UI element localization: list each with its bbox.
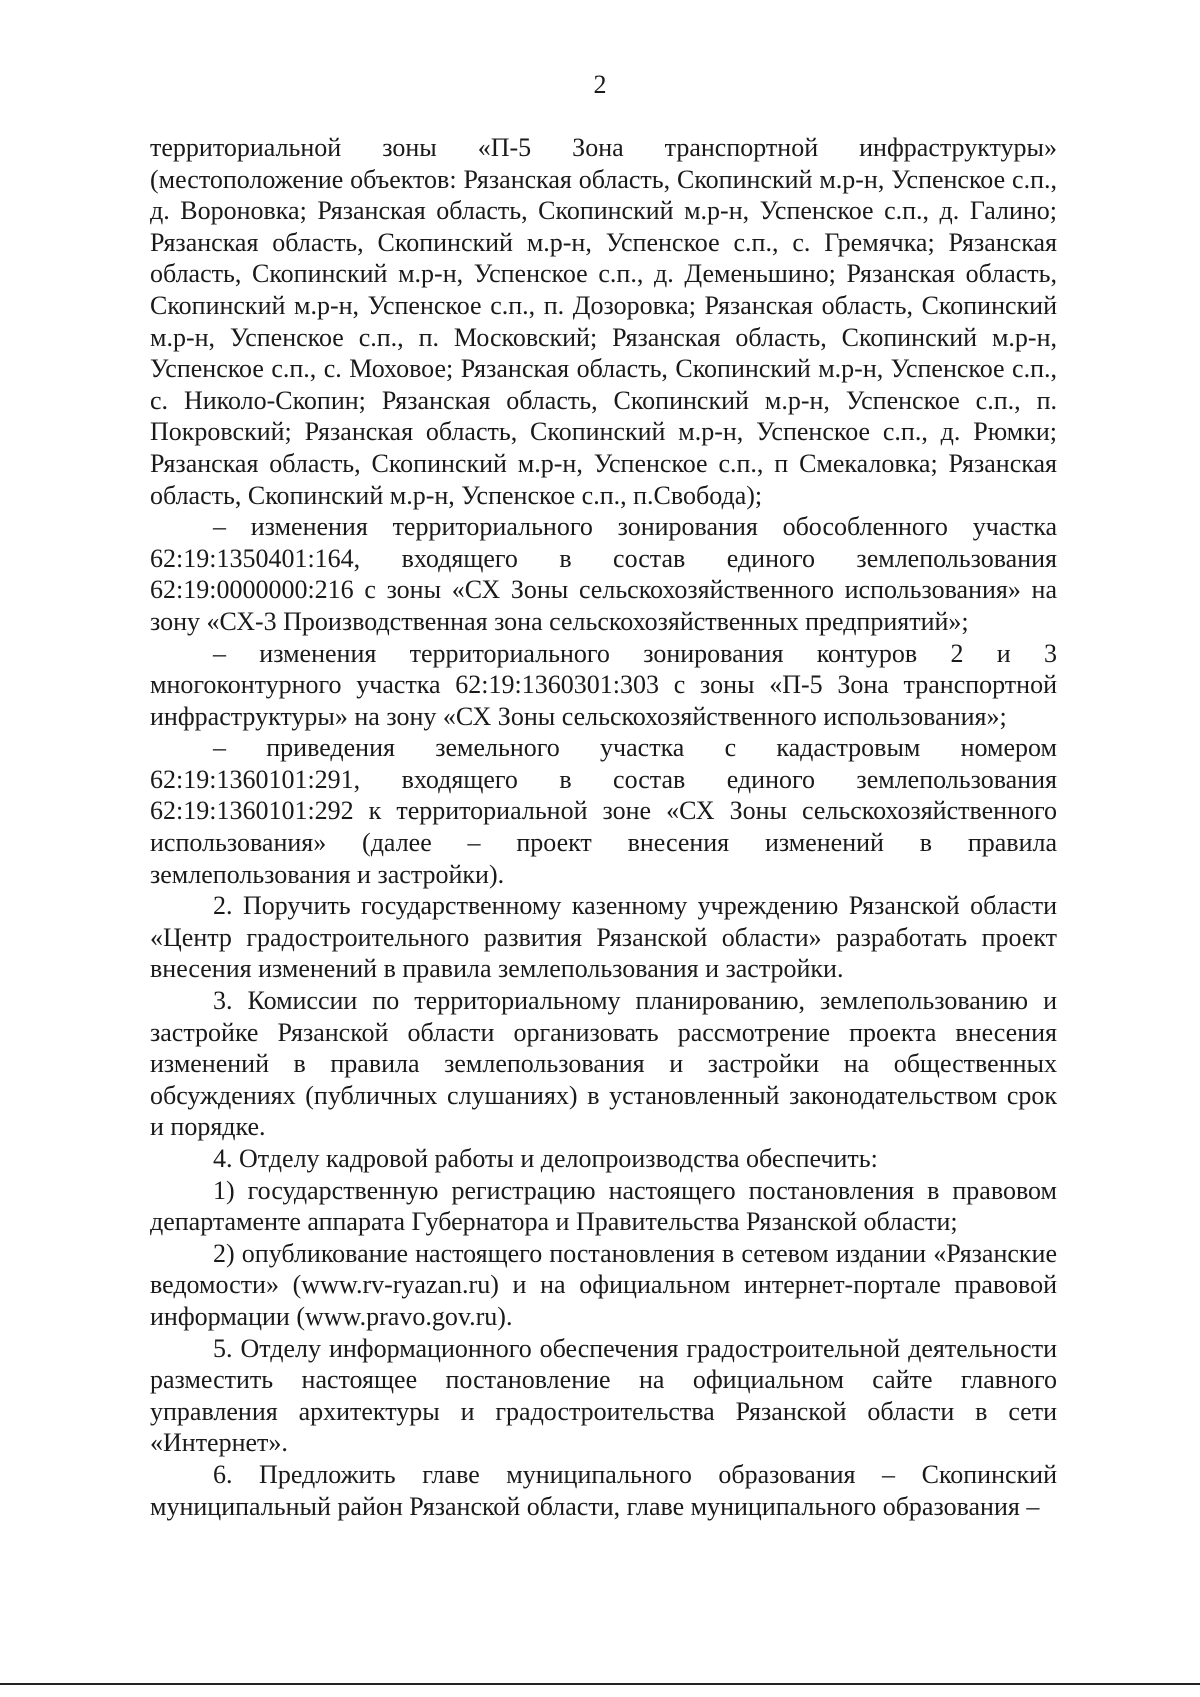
page-bottom-rule [0,1683,1200,1685]
paragraph-change-zoning-303: – изменения территориального зонирования контуров 2 и 3 многоконтурного участка 62:19:1360301:303 с зоны «П-5 Зона транспортной инфраструктуры» на зону «СХ Зоны сельскохозяйственного использования»; [150,638,1057,731]
paragraph-item-4-2: 2) опубликование настоящего постановления в сетевом издании «Рязанские ведомости» (www.rv-ryazan.ru) и на официальном интернет-портале правовой информации (www.pravo.gov.ru). [150,1238,1057,1331]
page-number: 2 [593,70,607,99]
paragraph-item-2: 2. Поручить государственному казенному учреждению Рязанской области «Центр градостроительного развития Рязанской области» разработать проект внесения изменений в правила землепользования и застройки. [150,891,1057,984]
paragraph-item-4: 4. Отделу кадровой работы и делопроизводства обеспечить: [213,1144,878,1173]
paragraph-item-4-1: 1) государственную регистрацию настоящего постановления в правовом департаменте аппарата Губернатора и Правительства Рязанской области; [150,1175,1057,1237]
paragraph-item-6: 6. Предложить главе муниципального образования – Скопинский муниципальный район Рязанской области, главе муниципального образования – [150,1459,1057,1521]
document-body [150,132,1057,1522]
paragraph-change-zoning-164: – изменения территориального зонирования обособленного участка 62:19:1350401:164, входящего в состав единого землепользования 62:19:0000000:216 с зоны «СХ Зоны сельскохозяйственного использования» на зону «СХ-3 Производственная зона сельскохозяйственных предприятий»; [150,512,1057,636]
paragraph-item-3: 3. Комиссии по территориальному планированию, землепользованию и застройке Рязанской области организовать рассмотрение проекта внесения изменений в правила землепользования и застройки на общественных обсуждениях (публичных слушаниях) в установленный законодательством срок и порядке. [150,986,1057,1142]
paragraph-bring-parcel-291: – приведения земельного участка с кадастровым номером 62:19:1360101:291, входящего в состав единого землепользования 62:19:1360101:292 к территориальной зоне «СХ Зоны сельскохозяйственного использования» (далее – проект внесения изменений в правила землепользования и застройки). [150,733,1057,889]
paragraph-item-5: 5. Отделу информационного обеспечения градостроительной деятельности разместить настоящее постановление на официальном сайте главного управления архитектуры и градостроительства Рязанской области в сети «Интернет». [150,1333,1057,1458]
paragraph-zone-p5-locations: территориальной зоны «П-5 Зона транспортной инфраструктуры» (местоположение объектов: Рязанская область, Скопинский м.р-н, Успенское с.п., д. Вороновка; Рязанская область, Скопинский м.р-н, Успенское с.п., д. Галино; Рязанская область, Скопинский м.р-н, Успенское с.п., с. Гремячка; Рязанская область, Скопинский м.р-н, Успенское с.п., д. Деменьшино; Рязанская область, Скопинский м.р-н, Успенское с.п., п. Дозоровка; Рязанская область, Скопинский м.р-н, Успенское с.п., п. Московский; Рязанская область, Скопинский м.р-н, Успенское с.п., с. Моховое; Рязанская область, Скопинский м.р-н, Успенское с.п., с. Николо-Скопин; Рязанская область, Скопинский м.р-н, Успенское с.п., п. Покровский; Рязанская область, Скопинский м.р-н, Успенское с.п., д. Рюмки; Рязанская область, Скопинский м.р-н, Успенское с.п., п Смекаловка; Рязанская область, Скопинский м.р-н, Успенское с.п., п.Свобода); [150,133,1057,510]
